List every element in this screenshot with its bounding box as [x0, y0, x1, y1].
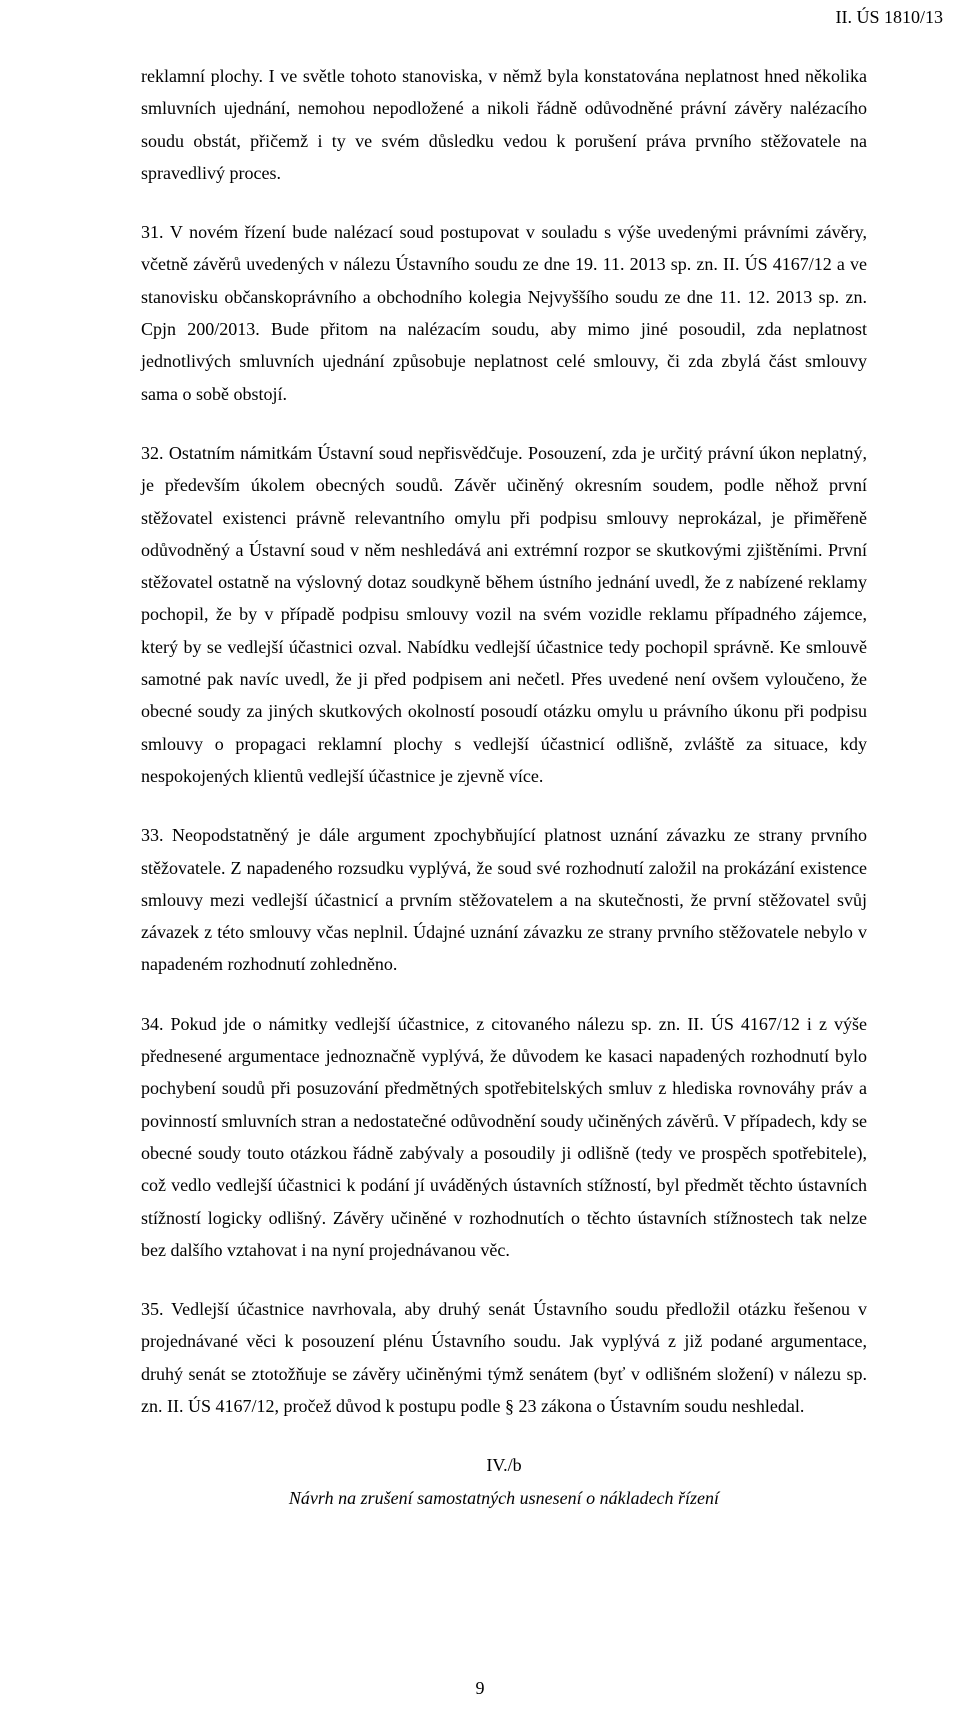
page-number: 9 [475, 1678, 485, 1698]
paragraph-32: 32. Ostatním námitkám Ústavní soud nepřisvědčuje. Posouzení, zda je určitý právní úkon neplatný, je především úkolem obecných soudů. Závěr učiněný okresním soudem, podle něhož první stěžovatel existenci právně relevantního omylu při podpisu smlouvy neprokázal, je přiměřeně odůvodněný a Ústavní soud v něm neshledává ani extrémní rozpor se skutkovými zjištěními. První stěžovatel ostatně na výslovný dotaz soudkyně během ústního jednání uvedl, že z nabízené reklamy pochopil, že by v případě podpisu smlouvy vozil na svém vozidle reklamu případného zájemce, který by se vedlejší účastnici ozval. Nabídku vedlejší účastnice tedy pochopil správně. Ke smlouvě samotné pak navíc uvedl, že ji před podpisem ani nečetl. Přes uvedené není ovšem vyloučeno, že obecné soudy za jiných skutkových okolností posoudí otázku omylu u právního úkonu při podpisu smlouvy o propagaci reklamní plochy s vedlejší účastnicí odlišně, zvláště za situace, kdy nespokojených klientů vedlejší účastnice je zjevně více. [141, 442, 867, 786]
paragraph-33: 33. Neopodstatněný je dále argument zpochybňující platnost uznání závazku ze strany prvního stěžovatele. Z napadeného rozsudku vyplývá, že soud své rozhodnutí založil na prokázání existence smlouvy mezi vedlejší účastnicí a prvním stěžovatelem a na skutečnosti, že první stěžovatel svůj závazek z této smlouvy včas neplnil. Údajné uznání závazku ze strany prvního stěžovatele nebylo v napadeném rozhodnutí zohledněno. [141, 825, 867, 975]
case-reference-header: II. ÚS 1810/13 [835, 7, 943, 27]
paragraph-34: 34. Pokud jde o námitky vedlejší účastnice, z citovaného nálezu sp. zn. II. ÚS 4167/12 i z výše přednesené argumentace jednoznačně vyplývá, že důvodem ke kasaci napadených rozhodnutí bylo pochybení soudů při posuzování předmětných spotřebitelských smluv z hlediska rovnováhy práv a povinností smluvních stran a nedostatečné odůvodnění soudy učiněných závěrů. V případech, kdy se obecné soudy touto otázkou řádně zabývaly a posoudily ji odlišně (tedy ve prospěch spotřebitele), což vedlo vedlejší účastnici k podání jí uváděných ústavních stížností, byl předmět těchto ústavních stížností logicky odlišný. Závěry učiněné v rozhodnutích o těchto ústavních stížnostech tak nelze bez dalšího vztahovat i na nyní projednávanou věc. [141, 1013, 867, 1260]
paragraph-continuation: reklamní plochy. I ve světle tohoto stanoviska, v němž byla konstatována neplatnost hned několika smluvních ujednání, nemohou nepodložené a nikoli řádně odůvodněné právní závěry nalézacího soudu obstát, přičemž i ty ve svém důsledku vedou k porušení práva prvního stěžovatele na spravedlivý proces. [141, 66, 867, 183]
paragraph-35: 35. Vedlejší účastnice navrhovala, aby druhý senát Ústavního soudu předložil otázku řešenou v projednávané věci k posouzení plénu Ústavního soudu. Jak vyplývá z již podané argumentace, druhý senát se ztotožňuje se závěry učiněnými týmž senátem (byť v odlišném složení) v nálezu sp. zn. II. ÚS 4167/12, pročež důvod k postupu podle § 23 zákona o Ústavním soudu neshledal. [141, 1299, 867, 1416]
paragraph-31: 31. V novém řízení bude nalézací soud postupovat v souladu s výše uvedenými právními závěry, včetně závěrů uvedených v nálezu Ústavního soudu ze dne 19. 11. 2013 sp. zn. II. ÚS 4167/12 a ve stanovisku občanskoprávního a obchodního kolegia Nejvyššího soudu ze dne 11. 12. 2013 sp. zn. Cpjn 200/2013. Bude přitom na nalézacím soudu, aby mimo jiné posoudil, zda neplatnost jednotlivých smluvních ujednání způsobuje neplatnost celé smlouvy, či zda zbylá část smlouvy sama o sobě obstojí. [141, 222, 867, 404]
section-number: IV./b [486, 1455, 522, 1476]
section-title: Návrh na zrušení samostatných usnesení o nákladech řízení [288, 1487, 720, 1508]
